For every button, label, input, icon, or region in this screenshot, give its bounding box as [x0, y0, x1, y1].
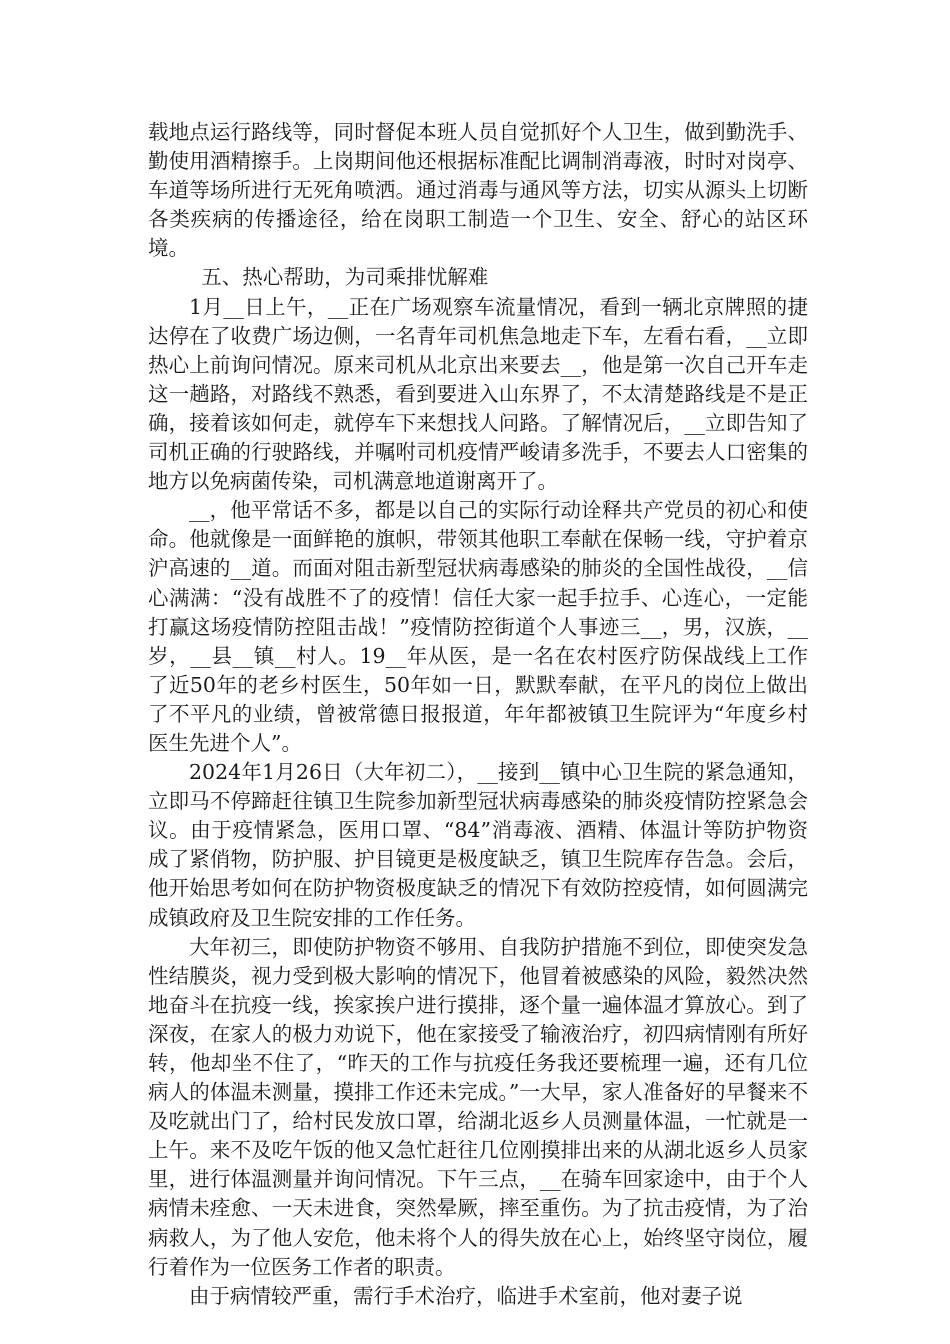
paragraph-4: 2024年1月26日（大年初二），__接到__镇中心卫生院的紧急通知，立即马不停蹄赶往镇卫生院参加新型冠状病毒感染的肺炎疫情防控紧急会议。由于疫情紧急，医用口罩、“84”消毒液、酒精、体温计等防护物资成了紧俏物，防护服、护目镜更是极度缺乏，镇卫生院库存告急。会后，他开始思考如何在防护物资极度缺乏的情况下有效防控疫情，如何圆满完成镇政府及卫生院安排的工作任务。: [148, 760, 808, 930]
section-heading: 五、热心帮助，为司乘排忧解难: [201, 265, 489, 290]
paragraph-3: __，他平常话不多，都是以自己的实际行动诠释共产党员的初心和使命。他就像是一面鲜艳的旗帜，带领其他职工奉献在保畅一线，守护着京沪高速的__道。而面对阻击新型冠状病毒感染的肺炎的全国性战役，__信心满满：“没有战胜不了的疫情！信任大家一起手拉手、心连心，一定能打赢这场疫情防控阻击战！”疫情防控街道个人事迹三__，男，汉族，__岁，__县__镇__村人。19__年从医，是一名在农村医疗防保战线上工作了近50年的老乡村医生，50年如一日，默默奉献，在平凡的岗位上做出了不平凡的业绩，曾被常德日报报道，年年都被镇卫生院评为“年度乡村医生先进个人”。: [148, 498, 808, 755]
paragraph-2: 1月__日上午，__正在广场观察车流量情况，看到一辆北京牌照的捷达停在了收费广场边侧，一名青年司机焦急地走下车，左看右看，__立即热心上前询问情况。原来司机从北京出来要去__，他是第一次自己开车走这一趟路，对路线不熟悉，看到要进入山东界了，不太清楚路线是不是正确，接着该如何走，就停车下来想找人问路。了解情况后，__立即告知了司机正确的行驶路线，并嘱咐司机疫情严峻请多洗手，不要去人口密集的地方以免病菌传染，司机满意地道谢离开了。: [148, 294, 808, 494]
document-body: [148, 118, 808, 1311]
paragraph-5: 大年初三，即使防护物资不够用、自我防护措施不到位，即使突发急性结膜炎，视力受到极大影响的情况下，他冒着被感染的风险，毅然决然地奋斗在抗疫一线，挨家挨户进行摸排，逐个量一遍体温才算放心。到了深夜，在家人的极力劝说下，他在家接受了输液治疗，初四病情刚有所好转，他却坐不住了，“昨天的工作与抗疫任务我还要梳理一遍，还有几位病人的体温未测量，摸排工作还未完成。”一大早，家人准备好的早餐来不及吃就出门了，给村民发放口罩，给湖北返乡人员测量体温，一忙就是一上午。来不及吃午饭的他又急忙赶往几位刚摸排出来的从湖北返乡人员家里，进行体温测量并询问情况。下午三点，__在骑车回家途中，由于个人病情未痊愈、一天未进食，突然晕厥，摔至重伤。为了抗击疫情，为了治病救人，为了他人安危，他未将个人的得失放在心上，始终坚守岗位，履行着作为一位医务工作者的职责。: [148, 934, 808, 1279]
paragraph-1: 载地点运行路线等，同时督促本班人员自觉抓好个人卫生，做到勤洗手、勤使用酒精擦手。上岗期间他还根据标准配比调制消毒液，时时对岗亭、车道等场所进行无死角喷洒。通过消毒与通风等方法，切实从源头上切断各类疾病的传播途径，给在岗职工制造一个卫生、安全、舒心的站区环境。: [148, 120, 808, 261]
paragraph-6: 由于病情较严重，需行手术治疗，临进手术室前，他对妻子说: [189, 1283, 743, 1308]
